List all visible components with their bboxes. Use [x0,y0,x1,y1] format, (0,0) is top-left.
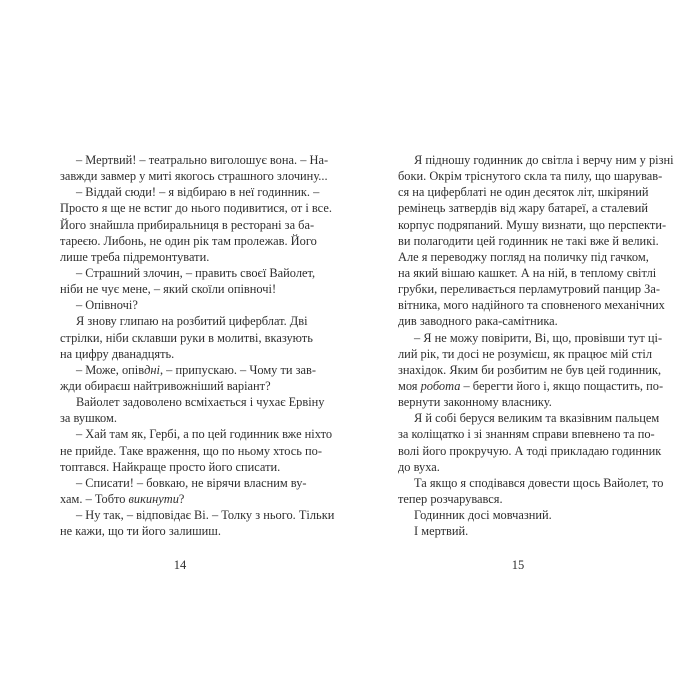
text-segment: на який вішаю кашкет. А на ній, в теплому світлі [398,265,657,280]
text-segment: за коліщатко і зі знанням справи впевнено та по- [398,427,655,442]
text-segment: Я підношу годинник до світла і верчу ним у різні [414,153,674,167]
text-segment: ніби не чує мене, – який скоїли опівночі! [60,282,277,297]
text-segment: лий рік, ти досі не розумієш, як працює мій стіл [398,346,653,361]
text-segment: до вуха. [398,459,440,474]
text-segment: тареєю. Либонь, не один рік там пролежав. Його [60,233,317,248]
text-line [60,249,304,265]
text-segment: моя [398,378,421,393]
text-segment: – Опівночі? [76,298,138,313]
right-page-text [398,152,674,539]
text-line [398,426,655,442]
text-line [398,362,662,378]
text-line [60,394,325,410]
text-segment: Його знайшла прибиральниця в ресторані за ба- [60,217,315,232]
text-segment: тепер розчарувався. [398,491,503,506]
text-line [398,265,657,281]
text-segment: Просто я ще не встиг до нього подивитися, от і все. [60,201,332,216]
text-line [60,152,329,168]
text-segment: топтався. Найкраще просто його списати. [60,459,281,474]
text-line [60,507,335,523]
text-segment: ся на циферблаті не один десяток літ, шкіряний [398,185,649,200]
text-segment: – Страшний злочин, – править своєї Вайолет, [76,265,316,280]
left-page-text [60,152,335,539]
text-line [398,330,663,346]
text-segment: Але я переводжу погляд на поличку під гачком, [398,249,649,264]
text-line [60,265,316,281]
text-segment: – Мертвий! – театрально виголошує вона. – На- [76,153,329,167]
italic-text: дні [144,362,160,377]
text-segment: , – припускаю. – Чому ти зав- [159,362,316,377]
text-segment: хам. – Тобто [60,491,129,506]
text-line [60,184,320,200]
text-segment: Та якщо я сподівався довести щось Вайолет, то [414,475,664,490]
text-line [60,362,316,378]
text-line [398,281,660,297]
text-line [398,459,642,475]
text-segment: – Може, опів [76,362,145,377]
text-line [398,491,642,507]
text-segment: – Списати! – бовкаю, не вірячи власним ву- [76,475,307,490]
text-line [398,217,667,233]
text-segment: на цифру дванадцять. [60,346,175,361]
text-line [398,443,662,459]
text-segment: ? [178,491,185,506]
text-segment: Я знову глипаю на розбитий циферблат. Дві [76,314,308,329]
text-segment: знахідок. Яким би розбитим не був цей годинник, [398,362,662,377]
text-segment: ви полагодити цей годинник не такі вже й великі. [398,233,659,248]
text-line [398,378,664,394]
text-segment: лише треба підремонтувати. [60,249,210,264]
text-line [60,281,304,297]
text-segment: не прийде. Таке враження, що по ньому хтось по- [60,443,322,458]
text-segment: – Ну так, – відповідає Ві. – Толку з нього. Тільки [76,508,335,523]
text-line [398,410,660,426]
text-line [60,313,308,329]
text-segment: – Віддай сюди! – я відбираю в неї годинник. – [76,185,320,200]
text-segment: не кажи, що ти його залишиш. [60,524,221,539]
text-segment: вернути законному власнику. [398,395,552,410]
text-line [398,297,665,313]
text-line [398,184,649,200]
text-segment: І мертвий. [414,524,469,539]
text-segment: Я й собі беруся великим та вказівним пальцем [414,411,660,426]
text-line [398,152,674,168]
text-line [398,523,642,539]
text-segment: Вайолет задоволено всміхається і чухає Ервіну [76,395,325,410]
text-line [60,410,304,426]
text-segment: ремінець затвердів від жару батареї, а сталевий [398,201,649,216]
text-line [60,443,322,459]
italic-text: викинути [128,491,179,506]
text-segment: боки. Окрім тріснутого скла та пилу, що шарував- [398,169,663,184]
page-number-left: 14 [173,558,187,572]
text-segment: корпус подряпаний. Мушу визнати, що перспекти- [398,217,667,232]
text-segment: – Хай там як, Гербі, а по цей годинник вже ніхто [76,427,333,442]
text-line [60,200,332,216]
text-line [398,475,664,491]
text-segment: – берегти його і, якщо пощастить, по- [460,378,664,393]
text-line [398,233,659,249]
text-segment: – Я не можу повірити, Ві, що, провівши тут ці- [414,330,663,345]
text-line [60,233,317,249]
text-line [60,459,304,475]
text-line [60,217,315,233]
text-segment: за вушком. [60,411,117,426]
text-segment: грубки, переливається перламутровий панцир За- [398,282,660,297]
text-segment: волі його прокручую. А тоді прикладаю годинник [398,443,662,458]
text-line [60,168,328,184]
text-line [60,330,313,346]
text-line [398,200,649,216]
text-line [398,507,642,523]
text-line [60,426,333,442]
text-segment: вітника, мого надійного та сповненого механічних [398,298,665,313]
text-segment: стрілки, ніби склавши руки в молитві, вказують [60,330,313,345]
text-segment: завжди завмер у миті якогось страшного злочину... [60,169,328,184]
page-number-right: 15 [511,558,525,572]
text-line [398,346,653,362]
text-line [60,523,304,539]
text-line [60,378,304,394]
text-segment: див заводного рака-самітника. [398,314,558,329]
text-line [60,491,304,507]
text-line [398,249,649,265]
text-line [60,297,304,313]
text-segment: Годинник досі мовчазний. [414,508,552,523]
text-line [60,475,307,491]
italic-text: робота [420,378,461,393]
text-line [398,394,642,410]
text-segment: жди обираєш найтривожніший варіант? [60,378,271,393]
text-line [60,346,304,362]
text-line [398,168,663,184]
text-line [398,313,642,329]
